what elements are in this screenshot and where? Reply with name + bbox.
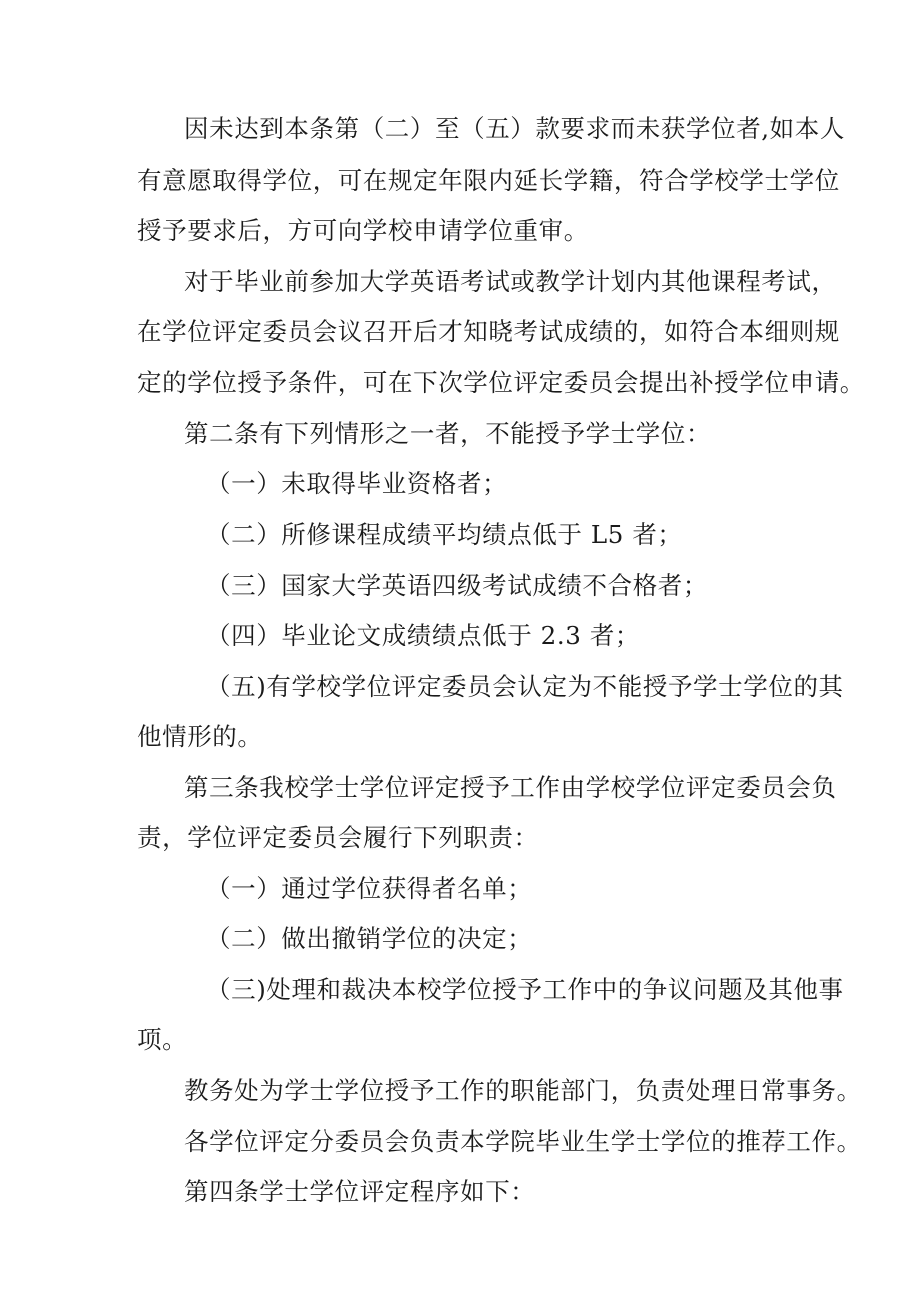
text-line-9: （二）所修课程成绩平均绩点低于 L5 者； <box>206 520 683 549</box>
text-line-10: （三）国家大学英语四级考试成绩不合格者； <box>206 571 708 600</box>
text-line-18: （三)处理和裁决本校学位授予工作中的争议问题及其他事 <box>206 975 844 1004</box>
text-line-7: 第二条有下列情形之一者，不能授予学士学位： <box>184 419 712 448</box>
text-line-14: 第三条我校学士学位评定授予工作由学校学位评定委员会负 <box>184 773 837 802</box>
text-line-8: （一）未取得毕业资格者； <box>206 469 508 498</box>
text-line-2: 有意愿取得学位，可在规定年限内延长学籍，符合学校学士学位 <box>137 166 840 195</box>
text-line-13: 他情形的。 <box>137 722 263 751</box>
text-line-19: 项。 <box>137 1025 188 1054</box>
text-line-12: （五)有学校学位评定委员会认定为不能授予学士学位的其 <box>206 672 844 701</box>
text-line-16: （一）通过学位获得者名单； <box>206 874 533 903</box>
text-line-22: 第四条学士学位评定程序如下： <box>184 1177 536 1206</box>
text-line-4: 对于毕业前参加大学英语考试或教学计划内其他课程考试， <box>184 267 837 296</box>
text-line-21: 各学位评定分委员会负责本学院毕业生学士学位的推荐工作。 <box>184 1127 862 1156</box>
text-line-15: 责，学位评定委员会履行下列职责： <box>137 823 539 852</box>
text-line-11: （四）毕业论文成绩绩点低于 2.3 者； <box>206 621 641 650</box>
text-line-3: 授予要求后，方可向学校申请学位重审。 <box>137 216 589 245</box>
text-line-5: 在学位评定委员会议召开后才知晓考试成绩的，如符合本细则规 <box>137 317 840 346</box>
text-line-20: 教务处为学士学位授予工作的职能部门，负责处理日常事务。 <box>184 1076 862 1105</box>
text-line-17: （二）做出撤销学位的决定； <box>206 924 533 953</box>
text-line-1: 因未达到本条第（二）至（五）款要求而未获学位者,如本人 <box>184 114 845 143</box>
text-line-6: 定的学位授予条件，可在下次学位评定委员会提出补授学位申请。 <box>137 368 865 397</box>
